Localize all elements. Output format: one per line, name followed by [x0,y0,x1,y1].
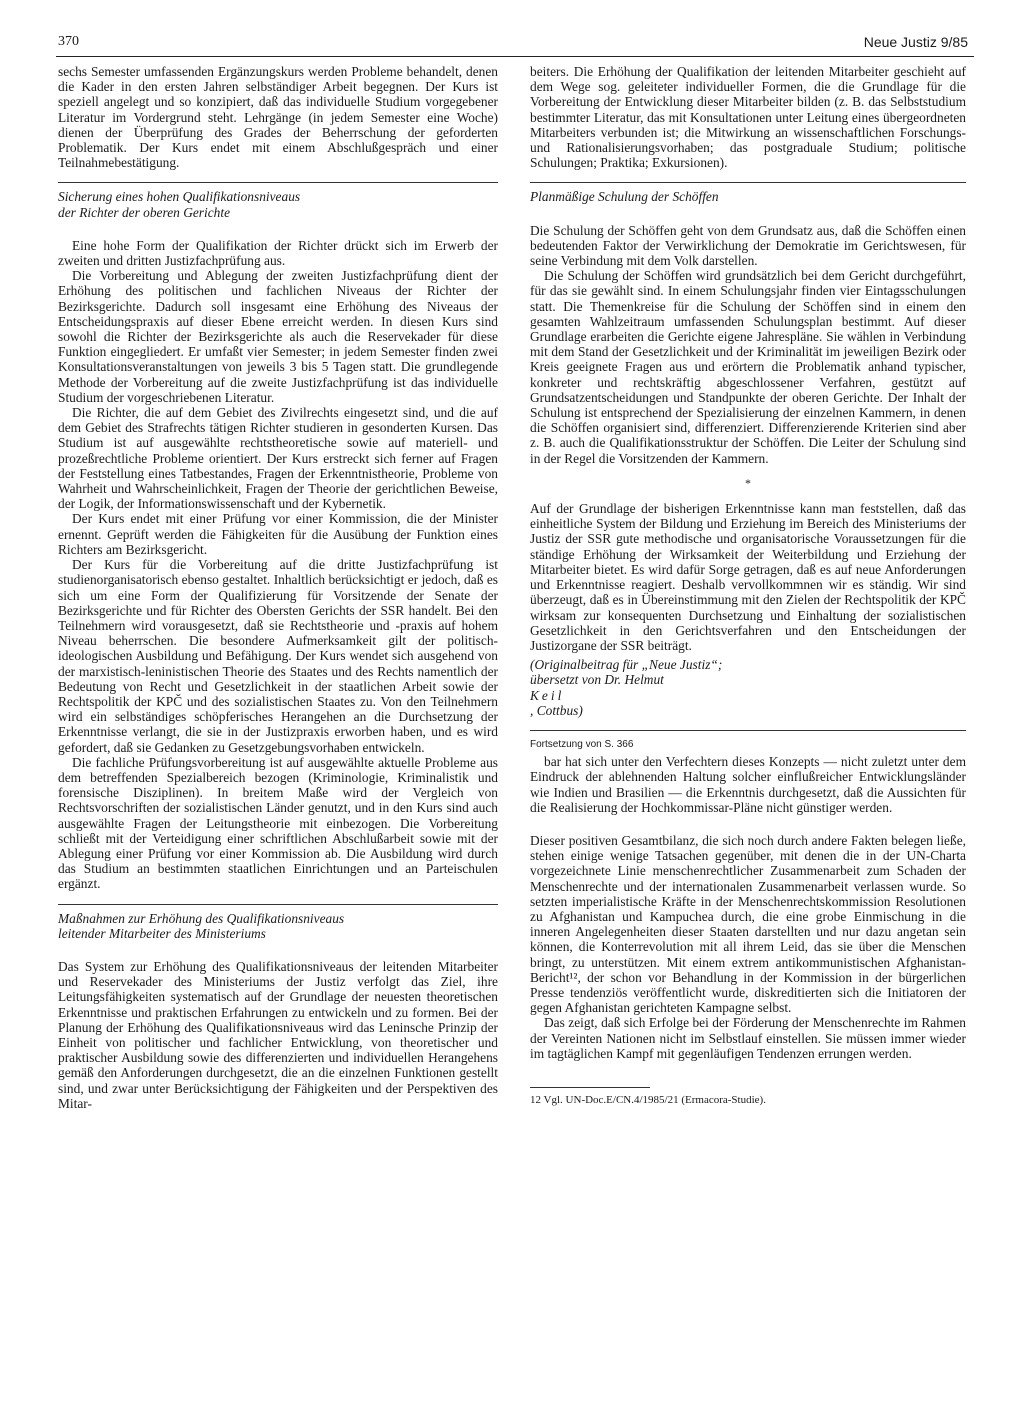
paragraph: sechs Semester umfassenden Ergänzungskurs werden Probleme behandelt, denen die Kader in den ersten Jahren selbständiger Arbeit begegnen. Der Kurs ist speziell angelegt und so konzipiert, daß das individuelle Studium vorgegebener Literatur im Vordergrund steht. Lehrgänge (in jedem Semester eine Woche) dienen der Überprüfung des Grades der Beherrschung der geforderten Problematik. Der Kurs endet mit einem Abschlußgespräch und einer Teilnahmebestätigung. [58,64,498,171]
section-heading-line: leitender Mitarbeiter des Ministeriums [58,925,266,941]
credit-text: übersetzt von Dr. Helmut [530,672,664,688]
section-heading [58,189,498,219]
section-heading-line: Planmäßige Schulung der Schöffen [530,189,719,205]
paragraph: Dieser positiven Gesamtbilanz, die sich noch durch andere Fakten belegen ließe, stehen einige wenige Tatsachen gegenüber, mit denen die in der UN-Charta vorgezeichnete Linie menschenrechtlicher Zusammenarbeit zum Schaden der Menschenrechte und der internationalen Zusammenarbeit verlassen wurde. So setzten imperialistische Kräfte in der Menschenrechtskommission Resolutionen zu Afghanistan und Kampuchea durch, die eine grobe Einmischung in die inneren Angelegenheiten dieser Staaten darstellten und nur dazu angetan sein können, die Konterrevolution mit all ihrem Leid, das sie über die Menschen bringt, zu unterstützen. Mit einem extrem antikommunistischen Afghanistan-Bericht¹², der schon vor Behandlung in der Kommission in der bürgerlichen Presse tendenziös veröffentlicht wurde, diskreditierten sich die Initiatoren der gegen Afghanistan gerichteten Kampagne selbst. [530,832,966,1016]
paragraph: Eine hohe Form der Qualifikation der Richter drückt sich im Erwerb der zweiten und dritten Justizfachprüfung aus. [58,237,498,269]
footnote-rule [530,1087,650,1088]
paragraph: Das zeigt, daß sich Erfolge bei der Förderung der Menschenrechte im Rahmen der Vereinten Nationen nicht im Selbstlauf einstellen. Sie müssen immer wieder im tagtäglichen Kampf mit gegenläufigen Tendenzen errungen werden. [530,1015,966,1061]
paragraph: beiters. Die Erhöhung der Qualifikation der leitenden Mitarbeiter geschieht auf dem Wege sog. geleiteter individueller Formen, die die Grundlage für die Vorbereitung der Entwicklung dieser Mitarbeiter bilden (z. B. das Selbststudium bestimmter Literatur, das mit Konsultationen unter Leitung eines übergeordneten Mitarbeiters verbunden ist; die Mitwirkung an wissenschaftlichen Forschungs- und Rationalisierungsvorhaben; das postgraduale Studium; politische Schulungen; Praktika; Exkursionen). [530,64,966,171]
page-number: 370 [58,34,79,49]
section-heading-line: der Richter der oberen Gerichte [58,204,231,220]
paragraph: Auf der Grundlage der bisherigen Erkenntnisse kann man feststellen, daß das einheitliche System der Bildung und Erziehung im Bereich des Ministeriums der Justiz der SSR gute methodische und organisatorische Voraussetzungen für die ständige Erhöhung der Wirksamkeit der Weiterbildung und Erziehung der Mitarbeiter bietet. Es wird dafür Sorge getragen, daß es auf neue Anforderungen und Erkenntnisse reagiert. Deshalb vervollkommnen wir es ständig. Wir sind überzeugt, daß es in Übereinstimmung mit den Zielen der Rechtspolitik der KPČ wirksam zur konsequenten Durchsetzung und Einhaltung der sozialistischen Gesetzlichkeit in den Gerichtsverfahren und den Entscheidungen der Justizorgane der SSR beiträgt. [530,501,966,653]
author-credit [530,657,966,718]
continuation-label: Fortsetzung von S. 366 [530,738,634,750]
translator-name: Keil [530,687,565,703]
paragraph: Der Kurs für die Vorbereitung auf die dritte Justizfachprüfung ist studienorganisatorisch ebenso gestaltet. Inhaltlich berücksichtigt er jedoch, daß es sich um eine Form der Qualifizierung für Vorsitzende der Senate der Bezirksgerichte und für Richter des Obersten Gerichts der SSR handelt. Bei den Teilnehmern wird vorausgesetzt, daß sie Rechtstheorie und -praxis auf hohem Niveau beherrschen. Die besondere Aufmerksamkeit gilt der politisch-ideologischen Ausbildung und Befähigung. Der Kurs wendet sich ausgehend von der marxistisch-leninistischen Theorie des Staates und des Rechts namentlich der Bedeutung von Recht und Gesetzlichkeit in der staatlichen Arbeit sowie der Rechtspolitik der KPČ und des sozialistischen Staates zu. Von den Teilnehmern wird ein selbständiges schöpferisches Herangehen an die Durchsetzung der Erkenntnisse verlangt, die sie in der Justizpraxis erworben haben, und es wird gefordert, daß sie Gedanken zu Gesetzgebungsvorhaben entwickeln. [58,557,498,755]
section-rule [58,182,498,183]
paragraph: Das System zur Erhöhung des Qualifikationsniveaus der leitenden Mitarbeiter und Reservekader des Ministeriums der Justiz verfolgt das Ziel, ihre Leitungsfähigkeiten systematisch auf der Grundlage der neuesten theoretischen Erkenntnisse und praktischen Erfahrungen zu entwickeln und zu formen. Bei der Planung der Erhöhung des Qualifikationsniveaus wird das Leninsche Prinzip der Einheit von politischer und fachlicher Entwicklung, von theoretischer und praktischer Ausbildung sowie des differenzierten und individuellen Herangehens gemäß den Anforderungen durchgesetzt, die an die einzelnen Funktionen gestellt sind, und zwar unter Berücksichtigung der Fähigkeiten und der Perspektiven des Mitar- [58,958,498,1111]
footnote: 12 Vgl. UN-Doc.E/CN.4/1985/21 (Ermacora-Studie). [530,1093,766,1106]
right-column [530,64,966,1107]
section-separator-star: * [745,475,751,490]
journal-title: Neue Justiz 9/85 [863,34,968,50]
section-rule [530,730,966,731]
section-rule [58,904,498,905]
paragraph: Die Schulung der Schöffen geht von dem Grundsatz aus, daß die Schöffen einen bedeutenden Faktor der Verwirklichung der Demokratie im Gerichtswesen, für seine Verbindung mit dem Volk darstellen. [530,222,966,269]
section-heading-line: Sicherung eines hohen Qualifikationsniveaus [58,189,301,205]
header-rule [56,56,974,57]
section-rule [530,182,966,183]
section-heading [58,911,498,941]
paragraph: Der Kurs endet mit einer Prüfung vor einer Kommission, die der Minister ernennt. Geprüft werden die Fähigkeiten für die Ausübung der Funktion eines Richters am Bezirksgericht. [58,511,498,557]
left-column [58,64,498,1111]
paragraph: Die Schulung der Schöffen wird grundsätzlich bei dem Gericht durchgeführt, für das sie gewählt sind. In einem Schulungsjahr finden vier Eintagsschulungen statt. Die Themenkreise für die Schulung der Schöffen sind in einem den gesamten Wahlzeitraum umfassenden Schulungsplan bestimmt. Auf dieser Grundlage erarbeiten die Gerichte eigene Jahrespläne. Sie wählen in Verbindung mit dem Stand der Gesetzlichkeit und der Kriminalität im jeweiligen Bezirk oder Kreis geeignete Fragen aus und erörtern die Problematik anhand typischer, konkreter und rechtskräftig abgeschlossener Verfahren, gestützt auf Grundsatzentscheidungen und Standpunkte der oberen Gerichte. Der Inhalt der Schulung ist entsprechend der Spezialisierung der einzelnen Kammern, in denen die Schöffen organisiert sind, differenziert. Differenzierende Kriterien sind aber z. B. auch die Qualifikationsstruktur der Schöffen. Die Leiter der Schulung sind in der Regel die Vorsitzenden der Kammern. [530,268,966,466]
credit-text: , Cottbus) [530,702,583,718]
credit-line [530,672,966,718]
section-heading-line: Maßnahmen zur Erhöhung des Qualifikationsniveaus [58,910,345,926]
section-heading [530,189,966,204]
paragraph: bar hat sich unter den Verfechtern dieses Konzepts — nicht zuletzt unter dem Eindruck der ablehnenden Haltung solcher einflußreicher Entwicklungsländer wie Indien und Brasilien — die Erkenntnis durchgesetzt, daß die Aussichten für die Realisierung der Hochkommissar-Pläne nicht günstiger werden. [530,754,966,815]
credit-line: (Originalbeitrag für „Neue Justiz“; [530,657,723,673]
paragraph: Die Vorbereitung und Ablegung der zweiten Justizfachprüfung dient der Erhöhung des politischen und fachlichen Niveaus der Richter der Bezirksgerichte. Dadurch soll insgesamt eine Erhöhung des Niveaus der Entscheidungspraxis auf dieser Ebene erreicht werden. In diesen Kurs sind sowohl die Richter der Bezirksgerichte als auch die Reservekader für diese Funktion eingegliedert. Er umfaßt vier Semester; in jedem Semester finden zwei Konsultationsveranstaltungen von jeweils 3 bis 5 Tagen statt. Die grundlegende Methode der Vorbereitung auf die zweite Justizfachprüfung ist das individuelle Studium der vorgeschriebenen Literatur. [58,268,498,405]
paragraph: Die fachliche Prüfungsvorbereitung ist auf ausgewählte aktuelle Probleme aus dem betreffenden Spezialbereich bezogen (Kriminologie, Kriminalistik und forensische Disziplinen). In breitem Maße wird der Vergleich von Rechtsvorschriften der sozialistischen Länder genutzt, und in den Kurs sind auch ausgewählte Fragen der Leitungstheorie mit einbezogen. Die Vorbereitung schließt mit der Verteidigung einer schriftlichen Abschlußarbeit sowie mit der Ablegung einer Prüfung vor einer Kommission ab. Die Ausbildung wird durch das Studium an bestimmten staatlichen Einrichtungen und an Parteischulen ergänzt. [58,754,498,892]
paragraph: Die Richter, die auf dem Gebiet des Zivilrechts eingesetzt sind, und die auf dem Gebiet des Strafrechts tätigen Richter studieren in gesonderten Kursen. Das Studium ist auf ausgewählte rechtstheoretische sowie auf materiell- und prozeßrechtliche Probleme orientiert. Der Kurs erstreckt sich ferner auf Fragen der Feststellung eines Tatbestandes, Fragen der Erkenntnistheorie, Probleme von Wahrheit und Wahrscheinlichkeit, Fragen der Theorie der gerichtlichen Beweise, der Logik, der Informationswissenschaft und der Kybernetik. [58,405,498,512]
